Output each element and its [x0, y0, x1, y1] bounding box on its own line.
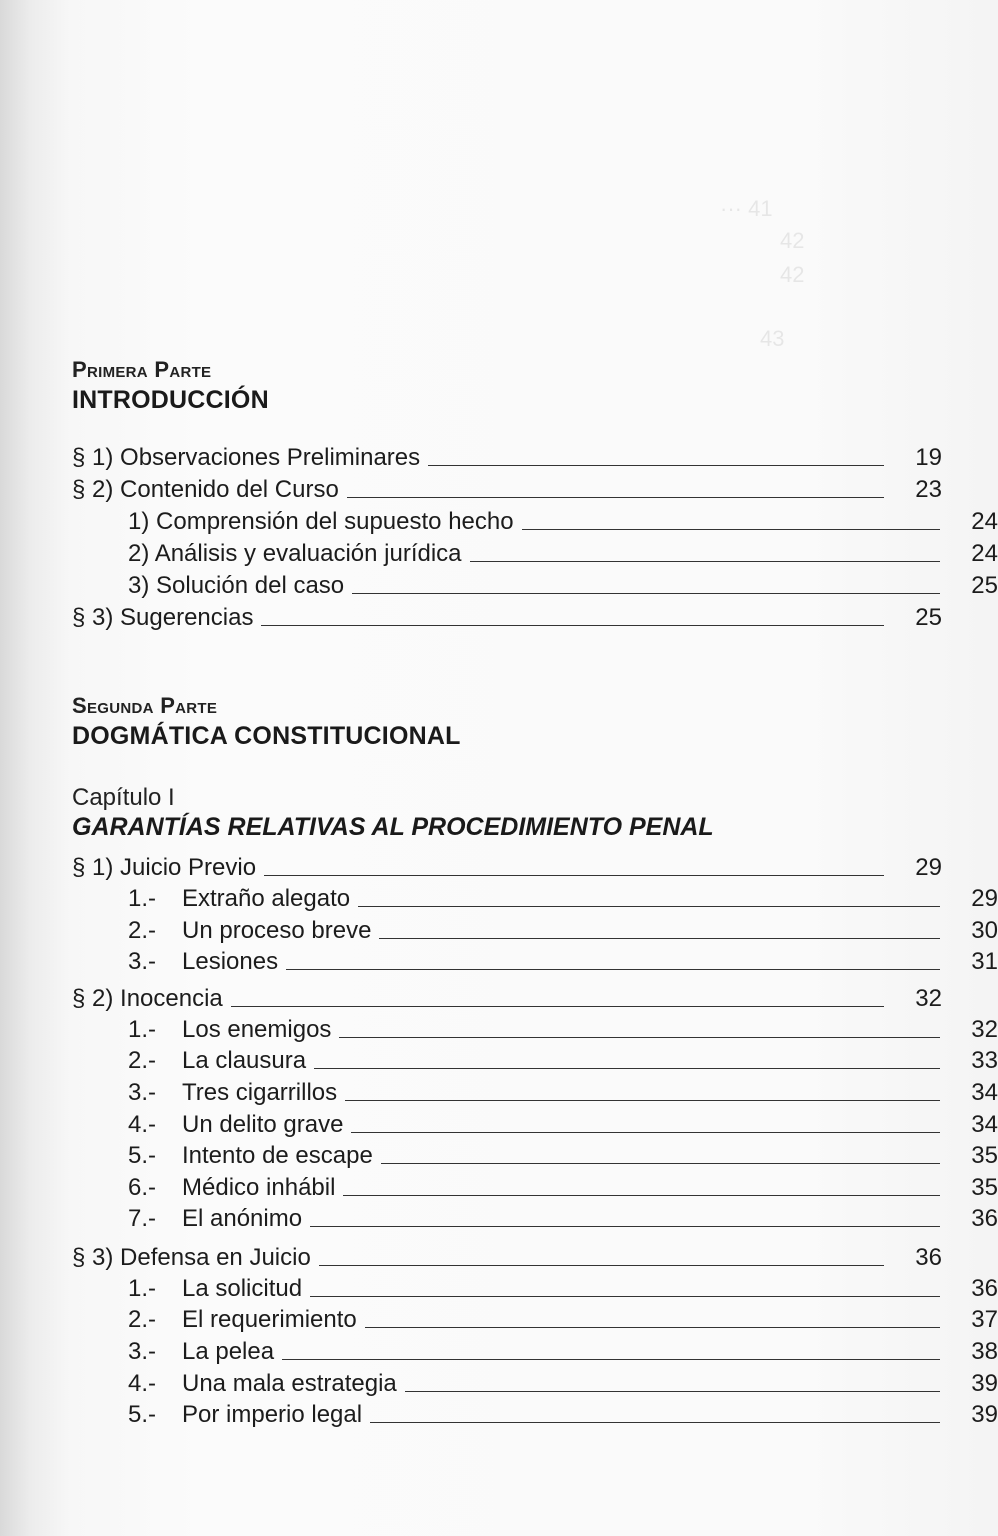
toc-entry[interactable] — [0, 981, 942, 1013]
toc-entry-page: 23 — [915, 476, 942, 503]
toc-entry-label — [128, 1111, 343, 1139]
toc-subentry[interactable] — [0, 1271, 998, 1303]
toc-entry-label — [128, 540, 462, 568]
toc-entry-number: 3) — [128, 572, 150, 599]
toc-entry-text: Lesiones — [182, 948, 279, 975]
leader-line — [282, 1359, 940, 1360]
toc-entry-label: § 2) Contenido del Curso — [72, 476, 339, 503]
toc-entry-page: 25 — [915, 604, 942, 631]
toc-entry-label: § 2) Inocencia — [72, 985, 223, 1012]
toc-entry-label — [128, 1370, 397, 1398]
toc-entry-number: 1.- — [128, 885, 157, 912]
toc-entry-label — [128, 948, 278, 976]
toc-entry-page: 35 — [971, 1142, 998, 1169]
book-page: ··· 41 42 42 43 Primera Parte INTRODUCCIÓN § 1) Observaciones Preliminares 19 § 2) Contenido del Curso 23 1) Comprensión del supuesto hecho 24 2) Análisis y evaluación jurídica 24 3) Solución del caso 25 § 3) Sugerencias 25 Segunda Parte DOGMÁTICA CONSTITUCIONAL Capítulo I GARANTÍAS RELATIVAS AL PROCEDIMIENTO PENAL § 1) Juicio Previo 29 1.- Extraño alegato 29 2.- Un proceso breve 30 3.- Lesiones 31 § 2) Inocencia 32 1.- Los enemigos 32 2.- La clausura 33 3.- Tres cigarrillos 34 4.- Un delito grave 34 5.- Intento de escape 35 6.- Médico inhábil 35 7.- El anónimo 36 § 3) Defensa en Juicio 36 1.- La solicitud 36 2.- El requerimiento 37 3.- La pelea 38 4.- Una mala estrategia 39 5.- Por imperio legal 39 — [0, 0, 992, 1536]
toc-entry-page: 31 — [971, 948, 998, 975]
toc-entry-text: La clausura — [182, 1047, 307, 1074]
toc-entry-page: 25 — [971, 572, 998, 599]
toc-entry-text: Análisis y evaluación jurídica — [154, 540, 462, 567]
leader-line — [405, 1391, 940, 1392]
leader-line — [347, 497, 884, 498]
toc-entry-page: 36 — [915, 1244, 942, 1271]
toc-entry-label — [128, 1338, 274, 1366]
toc-subentry[interactable] — [0, 1201, 998, 1233]
toc-entry-number: 7.- — [128, 1205, 157, 1232]
leader-line — [343, 1195, 940, 1196]
toc-entry-page: 32 — [971, 1016, 998, 1043]
toc-entry-text: Solución del caso — [156, 572, 345, 599]
toc-subentry[interactable] — [0, 1366, 998, 1398]
toc-entry-label: § 1) Observaciones Preliminares — [72, 444, 421, 471]
toc-entry[interactable] — [0, 440, 942, 472]
toc-entry-text: La solicitud — [182, 1275, 303, 1302]
toc-entry-label — [128, 1401, 362, 1429]
toc-entry-text: El anónimo — [182, 1205, 303, 1232]
toc-entry-page: 29 — [971, 885, 998, 912]
toc-subentry[interactable] — [0, 1043, 998, 1075]
toc-entry[interactable] — [0, 850, 942, 882]
toc-entry-page: 24 — [971, 540, 998, 567]
toc-entry-page: 36 — [971, 1275, 998, 1302]
toc-subentry[interactable] — [0, 1138, 998, 1170]
toc-entry-label — [128, 1306, 357, 1334]
toc-entry-page: 19 — [915, 444, 942, 471]
toc-entry[interactable] — [0, 472, 942, 504]
chapter-title: GARANTÍAS RELATIVAS AL PROCEDIMIENTO PENAL — [72, 813, 714, 841]
toc-entry-number: 3.- — [128, 1338, 157, 1365]
leader-line — [365, 1327, 940, 1328]
leader-line — [310, 1226, 940, 1227]
toc-entry-label: § 1) Juicio Previo — [72, 854, 257, 881]
toc-entry-page: 38 — [971, 1338, 998, 1365]
toc-entry-label — [128, 917, 371, 945]
toc-entry-number: 3.- — [128, 948, 157, 975]
toc-entry-number: 3.- — [128, 1079, 157, 1106]
toc-entry-number: 2.- — [128, 1047, 157, 1074]
toc-entry-number: 6.- — [128, 1174, 157, 1201]
leader-line — [314, 1068, 940, 1069]
toc-entry-label — [128, 1205, 302, 1233]
part-1-label: Primera Parte — [72, 357, 212, 382]
toc-entry-page: 34 — [971, 1111, 998, 1138]
toc-entry-number: 4.- — [128, 1111, 157, 1138]
toc-subentry[interactable] — [0, 1302, 998, 1334]
toc-entry-label — [128, 1142, 373, 1170]
toc-subentry[interactable] — [0, 1170, 998, 1202]
toc-entry-text: Un delito grave — [182, 1111, 344, 1138]
leader-line — [470, 561, 940, 562]
toc-entry-label — [128, 885, 350, 913]
leader-line — [345, 1100, 940, 1101]
toc-subentry[interactable] — [0, 944, 998, 976]
toc-entry-text: Tres cigarrillos — [182, 1079, 338, 1106]
leader-line — [358, 906, 940, 907]
toc-subentry[interactable] — [0, 913, 998, 945]
toc-entry-label — [128, 1275, 302, 1303]
leader-line — [231, 1006, 884, 1007]
leader-line — [379, 938, 940, 939]
toc-entry-number: 2.- — [128, 917, 157, 944]
toc-entry-page: 39 — [971, 1401, 998, 1428]
leader-line — [381, 1163, 940, 1164]
toc-entry-text: Comprensión del supuesto hecho — [156, 508, 514, 535]
toc-subentry[interactable] — [0, 568, 998, 600]
part-1-title: INTRODUCCIÓN — [72, 386, 269, 414]
toc-entry-number: 4.- — [128, 1370, 157, 1397]
part-2-label: Segunda Parte — [72, 693, 218, 718]
toc-subentry[interactable] — [0, 504, 998, 536]
toc-entry-text: Un proceso breve — [182, 917, 372, 944]
toc-entry-label: § 3) Sugerencias — [72, 604, 254, 631]
toc-subentry[interactable] — [0, 1397, 998, 1429]
chapter-label: Capítulo I — [72, 784, 175, 811]
toc-entry-text: Una mala estrategia — [182, 1370, 397, 1397]
toc-entry-label — [128, 1174, 335, 1202]
toc-subentry[interactable] — [0, 1107, 998, 1139]
leader-line — [339, 1037, 940, 1038]
toc-entry-label — [128, 572, 344, 600]
leader-line — [264, 875, 884, 876]
leader-line — [352, 593, 940, 594]
toc-entry-page: 29 — [915, 854, 942, 881]
toc-entry-page: 39 — [971, 1370, 998, 1397]
toc-entry-text: Los enemigos — [182, 1016, 332, 1043]
leader-line — [370, 1422, 940, 1423]
toc-entry-text: Por imperio legal — [182, 1401, 363, 1428]
toc-entry-text: La pelea — [182, 1338, 275, 1365]
toc-entry-number: 5.- — [128, 1401, 157, 1428]
toc-entry-page: 30 — [971, 917, 998, 944]
toc-entry-label — [128, 1047, 306, 1075]
toc-entry-label — [128, 1016, 331, 1044]
toc-entry-number: 1) — [128, 508, 150, 535]
toc-entry-number: 5.- — [128, 1142, 157, 1169]
toc-subentry[interactable] — [0, 1075, 998, 1107]
toc-entry-text: El requerimiento — [182, 1306, 357, 1333]
leader-line — [286, 969, 940, 970]
toc-entry-page: 37 — [971, 1306, 998, 1333]
toc-entry-page: 33 — [971, 1047, 998, 1074]
toc-entry[interactable] — [0, 600, 942, 632]
toc-entry-number: 1.- — [128, 1016, 157, 1043]
toc-entry-label — [128, 1079, 337, 1107]
toc-entry-label — [128, 508, 514, 536]
toc-entry-page: 34 — [971, 1079, 998, 1106]
toc-entry-text: Médico inhábil — [182, 1174, 336, 1201]
toc-subentry[interactable] — [0, 1334, 998, 1366]
leader-line — [319, 1265, 884, 1266]
toc-entry-number: 2) — [128, 540, 150, 567]
toc-entry-text: Extraño alegato — [182, 885, 351, 912]
toc-entry-number: 1.- — [128, 1275, 157, 1302]
toc-entry-page: 35 — [971, 1174, 998, 1201]
toc-entry-text: Intento de escape — [182, 1142, 373, 1169]
toc-entry-number: 2.- — [128, 1306, 157, 1333]
leader-line — [351, 1132, 940, 1133]
toc-subentry[interactable] — [0, 536, 998, 568]
leader-line — [310, 1296, 940, 1297]
toc-subentry[interactable] — [0, 1012, 998, 1044]
toc-subentry[interactable] — [0, 881, 998, 913]
leader-line — [428, 465, 884, 466]
leader-line — [522, 529, 940, 530]
part-2-title: DOGMÁTICA CONSTITUCIONAL — [72, 722, 461, 750]
toc-entry-page: 36 — [971, 1205, 998, 1232]
leader-line — [261, 625, 884, 626]
toc-entry-label: § 3) Defensa en Juicio — [72, 1244, 311, 1271]
toc-entry-page: 24 — [971, 508, 998, 535]
toc-entry-page: 32 — [915, 985, 942, 1012]
toc-entry[interactable] — [0, 1240, 942, 1272]
